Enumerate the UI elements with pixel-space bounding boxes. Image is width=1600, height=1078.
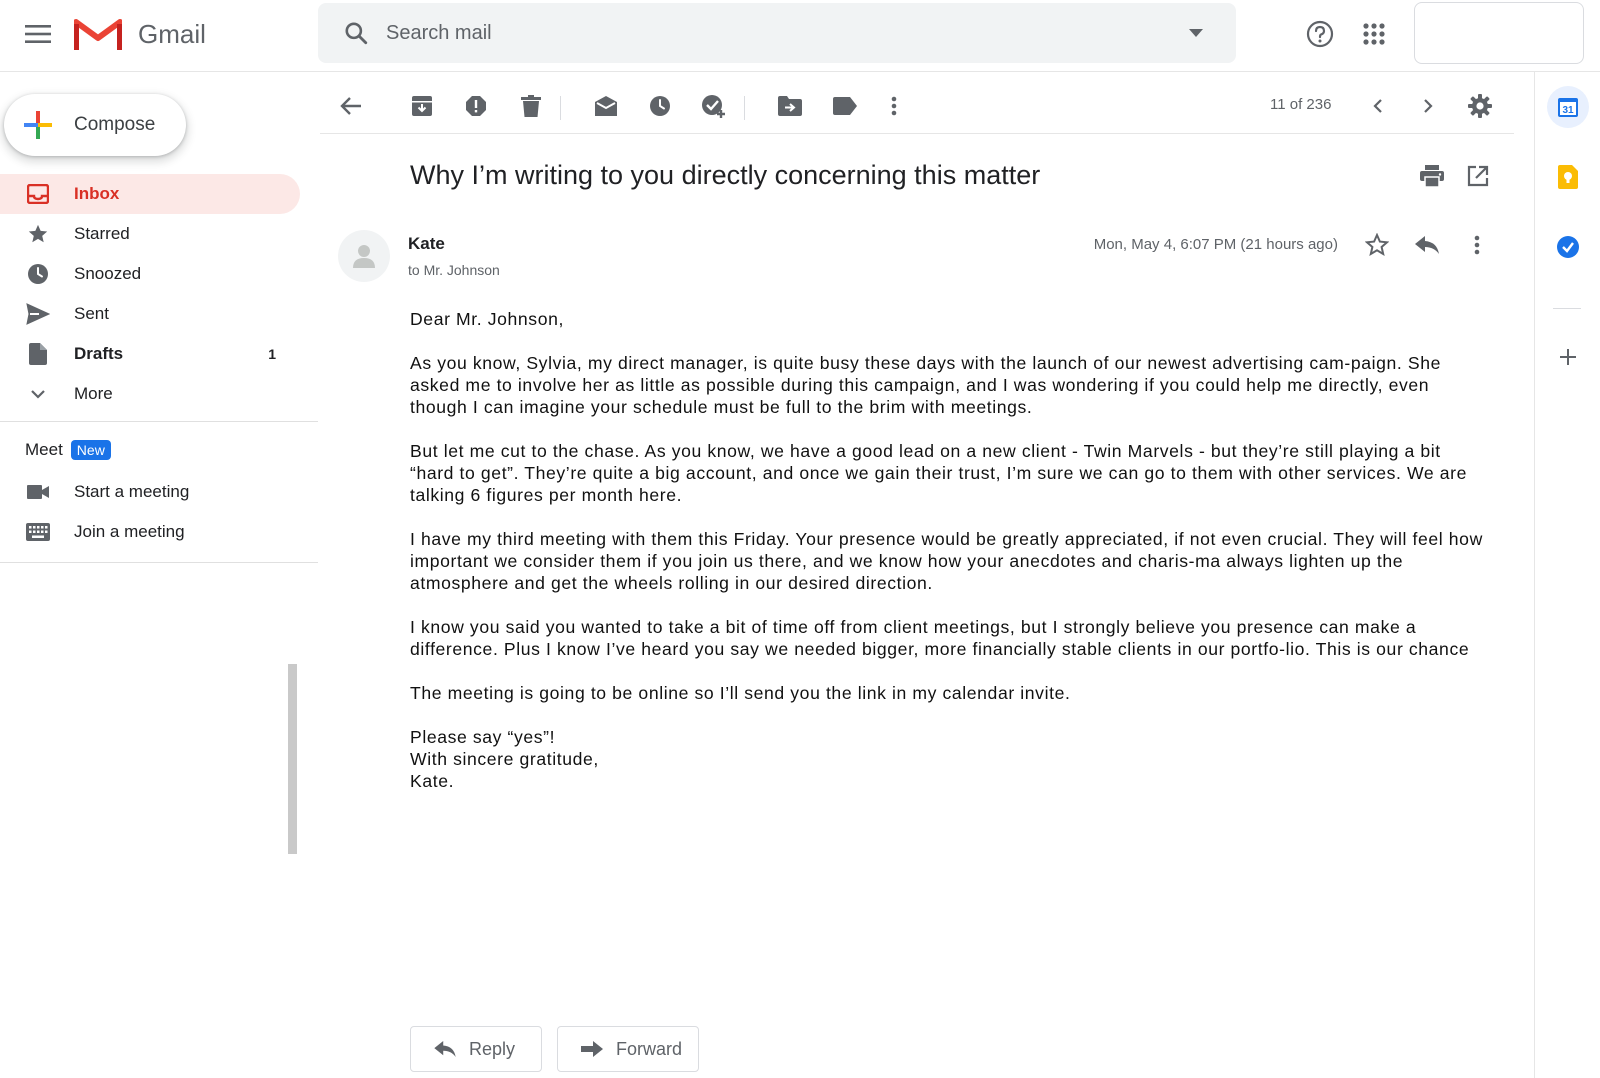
message-toolbar: [320, 78, 1514, 134]
sidebar-item-starred[interactable]: [0, 214, 300, 254]
greeting: Dear Mr. Johnson,: [410, 309, 564, 329]
sidebar-divider: [0, 421, 318, 422]
sidebar-item-drafts[interactable]: [0, 334, 300, 374]
sidebar-item-label: More: [74, 384, 113, 403]
move-to-button[interactable]: [772, 88, 808, 124]
body-paragraph: The meeting is going to be online so I’ll send you the link in my calendar invite.: [410, 683, 1071, 703]
google-apps-button[interactable]: [1356, 16, 1392, 52]
back-button[interactable]: [333, 88, 369, 124]
mark-unread-button[interactable]: [588, 88, 624, 124]
main-menu-button[interactable]: [18, 14, 58, 54]
meet-section-header: [25, 440, 111, 460]
newer-button[interactable]: [1360, 88, 1396, 124]
toolbar-divider: [560, 96, 561, 120]
hamburger-menu-icon: [25, 24, 51, 44]
compose-label: Compose: [74, 114, 156, 135]
print-all-button[interactable]: [1416, 160, 1448, 192]
sidebar-item-label: Sent: [74, 304, 109, 323]
top-bar: [0, 0, 1600, 72]
inbox-icon: [26, 182, 50, 206]
sidebar-item-inbox[interactable]: [0, 174, 300, 214]
open-in-new-icon: [1467, 165, 1489, 187]
sidebar-nav: [0, 174, 300, 414]
gmail-m-icon: [74, 16, 122, 52]
body-paragraph: But let me cut to the chase. As you know, we have a good lead on a new client - Twin Marvels - but they’re still playing a bit “hard to get”. They’re quite a big account, and once we gain their trust, I’m sure we can go to them with other services. We are talking 6 figures per month here.: [410, 441, 1468, 505]
star-button[interactable]: [1360, 228, 1394, 262]
email-body: [410, 308, 1490, 792]
video-camera-icon: [26, 480, 50, 504]
sidebar-item-label: Starred: [74, 224, 130, 243]
send-icon: [26, 302, 50, 326]
signature: Kate.: [410, 771, 455, 791]
closing-line: Please say “yes”!: [410, 727, 556, 747]
rail-divider: [1553, 308, 1581, 309]
clock-icon: [649, 95, 671, 117]
calendar-day: 31: [1562, 105, 1574, 116]
forward-label: Forward: [616, 1038, 683, 1059]
calendar-icon: [1557, 96, 1579, 118]
tasks-addon-button[interactable]: [1547, 226, 1589, 268]
body-paragraph: I have my third meeting with them this Friday. Your presence would be greatly appreciated, if not even crucial. They will feel how important we consider them if you join us there, and we know how your anecdotes and charis-ma always lighten up the atmosphere and get the wheels rolling in our desired direction.: [410, 529, 1483, 593]
reply-icon-button[interactable]: [1410, 228, 1444, 262]
chevron-right-icon: [1423, 98, 1433, 114]
recipient-line[interactable]: to Mr. Johnson: [408, 262, 500, 278]
search-options-icon[interactable]: [1186, 23, 1206, 43]
side-panel-rail: [1534, 72, 1600, 1078]
sidebar-item-more[interactable]: [0, 374, 300, 414]
reply-icon: [1415, 236, 1439, 254]
more-vert-icon: [891, 96, 897, 116]
sidebar-item-label: Inbox: [74, 184, 120, 203]
snooze-button[interactable]: [642, 88, 678, 124]
report-spam-button[interactable]: [458, 88, 494, 124]
closing-line: With sincere gratitude,: [410, 749, 599, 769]
more-actions-button[interactable]: [876, 88, 912, 124]
add-to-tasks-button[interactable]: [696, 88, 732, 124]
help-icon: [1306, 20, 1334, 48]
toolbar-divider: [744, 96, 745, 120]
forward-icon: [580, 1037, 604, 1061]
sidebar-divider: [0, 562, 318, 563]
meet-title: Meet: [25, 440, 63, 459]
archive-icon: [411, 95, 433, 117]
report-spam-icon: [465, 95, 487, 117]
body-paragraph: As you know, Sylvia, my direct manager, is quite busy these days with the launch of our newest advertising cam-paign. She asked me to involve her as little as possible during this campaign, and I was wondering if you could help me directly, even though I can imagine your schedule must be full to the brim with meetings.: [410, 353, 1441, 417]
sender-name[interactable]: Kate: [408, 234, 445, 253]
archive-button[interactable]: [404, 88, 440, 124]
add-task-icon: [701, 94, 727, 118]
forward-button[interactable]: [557, 1026, 699, 1072]
email-subject: Why I’m writing to you directly concerning this matter: [410, 160, 1041, 190]
meet-list: [0, 472, 300, 552]
printer-icon: [1420, 165, 1444, 187]
trash-icon: [521, 95, 541, 117]
draft-file-icon: [26, 342, 50, 366]
tasks-check-icon: [1556, 235, 1580, 259]
move-to-folder-icon: [778, 96, 802, 116]
keyboard-icon: [26, 520, 50, 544]
search-input[interactable]: [386, 22, 1166, 45]
join-meeting-item[interactable]: [0, 512, 300, 552]
start-meeting-label: Start a meeting: [74, 482, 190, 501]
gear-icon: [1468, 94, 1492, 118]
settings-button[interactable]: [1462, 88, 1498, 124]
sidebar-item-label: Drafts: [74, 344, 124, 363]
sender-avatar[interactable]: [338, 230, 390, 282]
chevron-down-icon: [26, 382, 50, 406]
older-button[interactable]: [1410, 88, 1446, 124]
more-vert-icon: [1474, 235, 1480, 255]
compose-plus-icon: [22, 109, 54, 141]
pagination-count: 11 of 236: [1270, 96, 1332, 113]
app-name: Gmail: [138, 18, 206, 49]
mark-unread-icon: [594, 96, 618, 116]
start-meeting-item[interactable]: [0, 472, 300, 512]
reply-button[interactable]: [410, 1026, 542, 1072]
delete-button[interactable]: [513, 88, 549, 124]
plus-icon: [1560, 349, 1576, 365]
sidebar-item-snoozed[interactable]: [0, 254, 300, 294]
join-meeting-label: Join a meeting: [74, 522, 185, 541]
message-more-button[interactable]: [1460, 228, 1494, 262]
search-icon[interactable]: [342, 19, 370, 47]
person-icon: [353, 244, 375, 268]
compose-button[interactable]: [4, 94, 186, 156]
sidebar-item-sent[interactable]: [0, 294, 300, 334]
calendar-addon-button[interactable]: [1547, 86, 1589, 128]
new-badge: New: [71, 440, 111, 460]
chevron-left-icon: [1373, 98, 1383, 114]
open-new-window-button[interactable]: [1462, 160, 1494, 192]
keep-addon-button[interactable]: [1547, 156, 1589, 198]
clock-icon: [26, 262, 50, 286]
account-area[interactable]: [1414, 2, 1584, 64]
keep-bulb-icon: [1558, 165, 1578, 189]
body-paragraph: I know you said you wanted to take a bit of time off from client meetings, but I strongly believe you presence can make a difference. Plus I know I’ve heard you say we needed bigger, more financially stable clients in our portfo-lio. This is our chance: [410, 617, 1470, 659]
drafts-count: 1: [268, 346, 276, 362]
sidebar-scrollbar[interactable]: [288, 664, 297, 854]
arrow-back-icon: [340, 97, 362, 115]
reply-icon: [433, 1037, 457, 1061]
search-bar[interactable]: [318, 3, 1236, 63]
gmail-logo[interactable]: [74, 14, 206, 54]
label-icon: [833, 97, 857, 115]
help-button[interactable]: [1302, 16, 1338, 52]
star-outline-icon: [1365, 233, 1389, 257]
get-addons-button[interactable]: [1547, 336, 1589, 378]
labels-button[interactable]: [827, 88, 863, 124]
star-icon: [26, 222, 50, 246]
message-date: Mon, May 4, 6:07 PM (21 hours ago): [1093, 236, 1338, 253]
sidebar-item-label: Snoozed: [74, 264, 142, 283]
apps-grid-icon: [1363, 23, 1385, 45]
reply-label: Reply: [469, 1038, 516, 1059]
